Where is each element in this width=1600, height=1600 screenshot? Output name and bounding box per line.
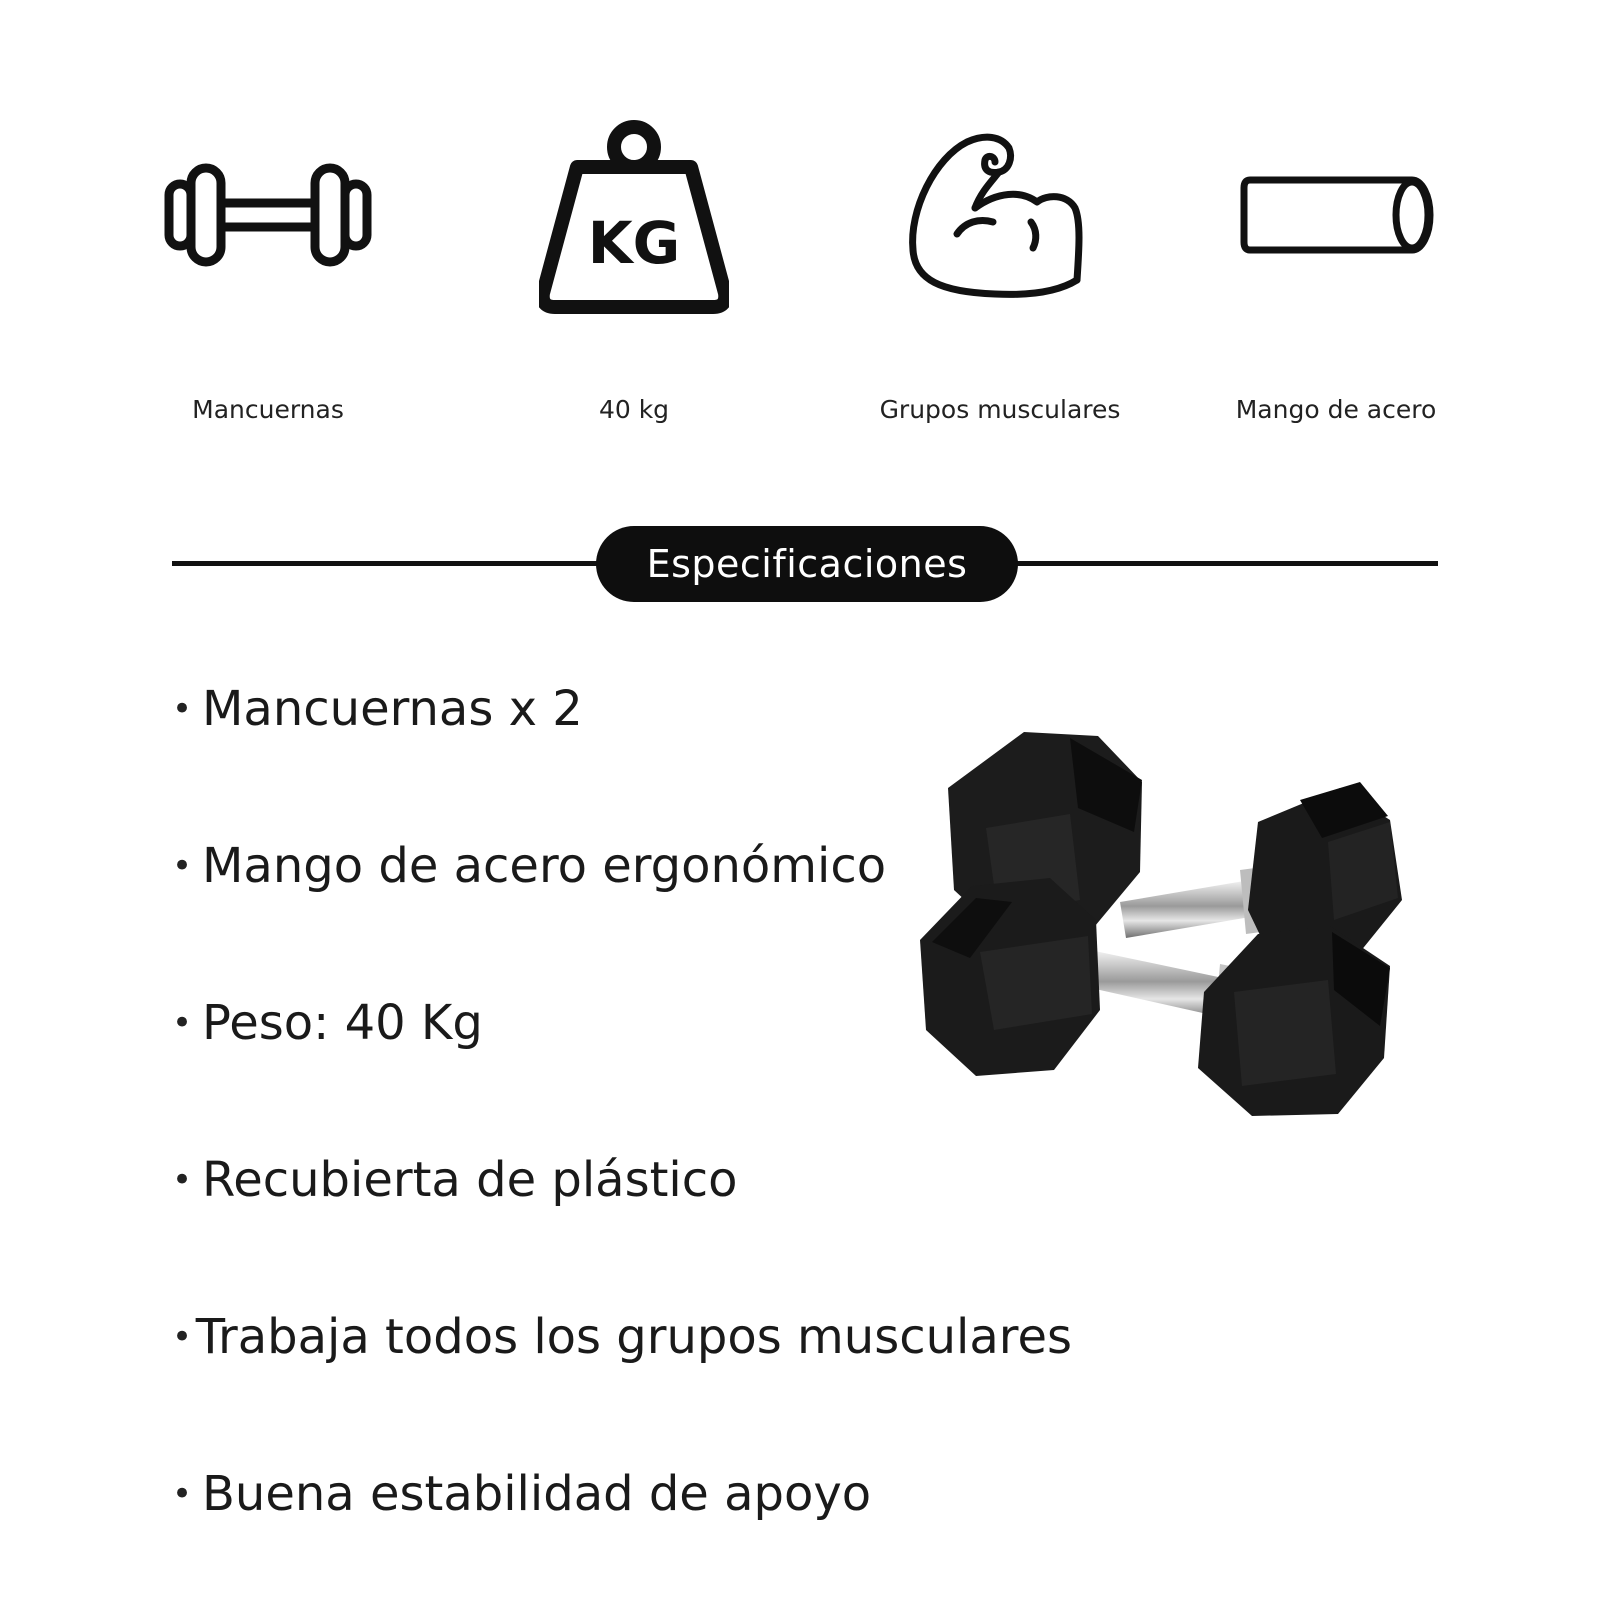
bullet: • (172, 1160, 193, 1200)
feature-label: Mango de acero (1235, 395, 1437, 424)
feature-steel-handle (1186, 110, 1486, 440)
flexed-bicep-icon (850, 110, 1150, 320)
bullet: • (172, 689, 193, 729)
hex-dumbbells-photo (920, 730, 1440, 1150)
spec-text: Mango de acero ergonómico (202, 838, 887, 894)
feature-icons-row (0, 0, 1600, 440)
spec-text: Trabaja todos los grupos musculares (195, 1309, 1072, 1365)
feature-dumbbells (118, 110, 418, 440)
spec-text: Peso: 40 Kg (202, 995, 483, 1051)
bullet: • (172, 1474, 193, 1514)
feature-label: Mancuernas (192, 395, 344, 424)
specifications-heading (596, 526, 1018, 602)
section-divider-right (1000, 561, 1438, 566)
bullet: • (172, 1317, 193, 1357)
spec-text: Buena estabilidad de apoyo (202, 1466, 872, 1522)
spec-text: Mancuernas x 2 (202, 681, 583, 737)
steel-tube-icon (1186, 110, 1486, 320)
bullet: • (172, 1003, 193, 1043)
feature-label: 40 kg (598, 395, 670, 424)
dumbbell-icon (118, 110, 418, 320)
spec-item (172, 1465, 1072, 1600)
kg-text: KG (587, 209, 681, 277)
feature-label: Grupos musculares (879, 395, 1121, 424)
feature-muscles (850, 110, 1150, 440)
spec-item (172, 1151, 1072, 1308)
spec-text: Recubierta de plástico (202, 1152, 738, 1208)
spec-item (172, 1308, 1072, 1465)
kg-weight-icon (484, 110, 784, 320)
section-divider-left (172, 561, 612, 566)
feature-weight (484, 110, 784, 440)
bullet: • (172, 846, 193, 886)
specifications-title: Especificaciones (646, 542, 968, 586)
